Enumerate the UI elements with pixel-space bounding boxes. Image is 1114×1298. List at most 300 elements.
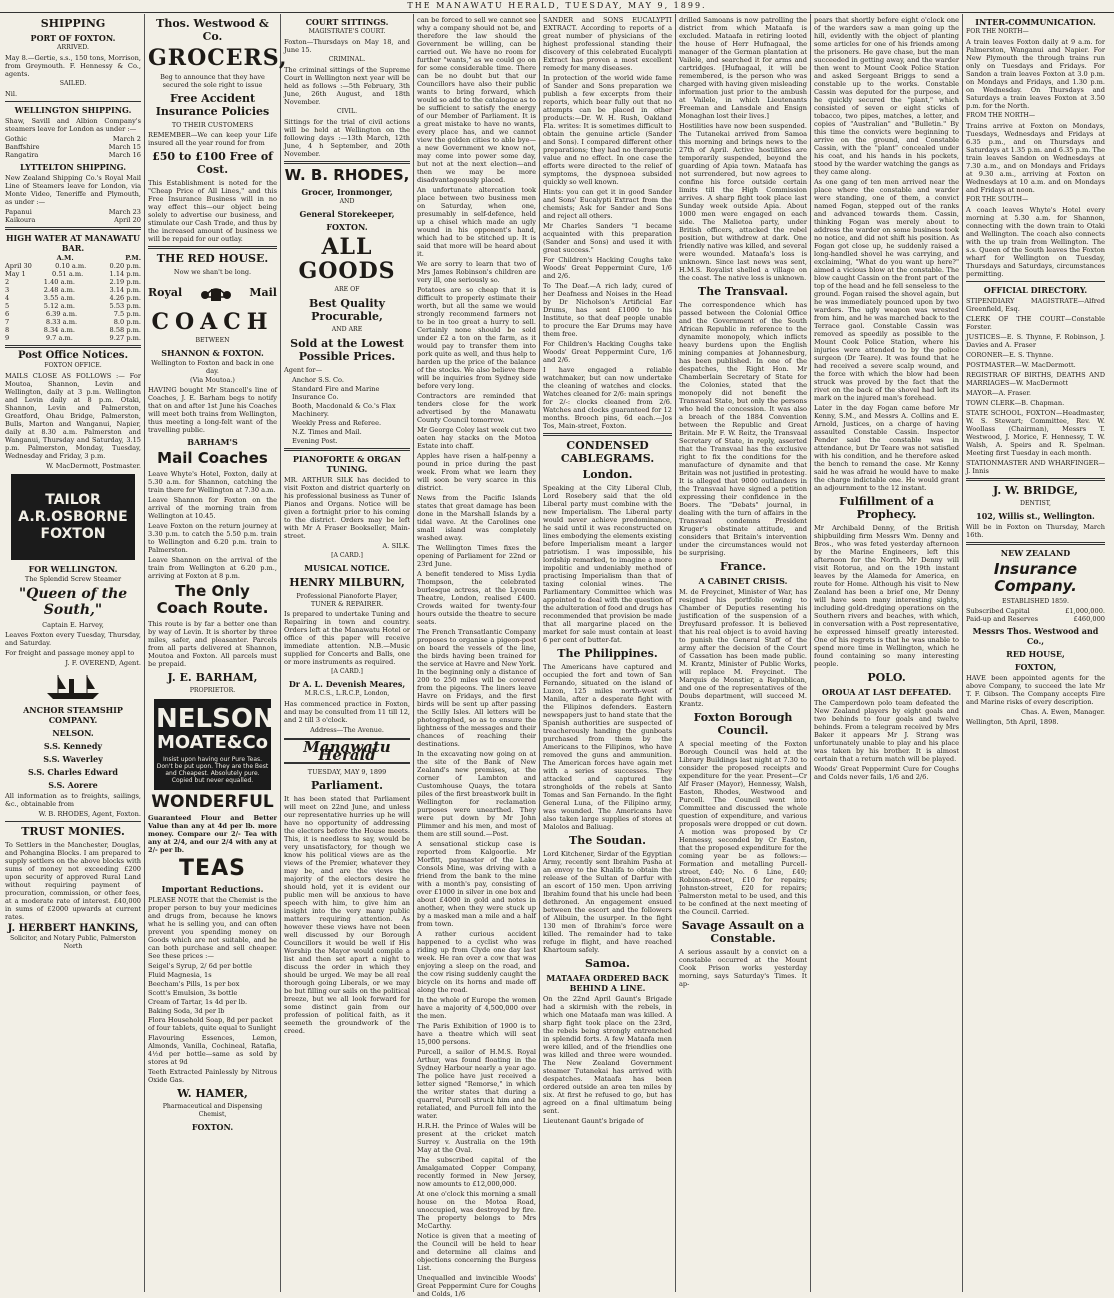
nelson-subtext: Insist upon having our Pure Teas. Don't be put upon. They are the Best and Cheapest. Absolutely pure. Copied but never equalled. bbox=[156, 756, 269, 784]
parliament-heading: Parliament. bbox=[311, 779, 383, 792]
agency-item: Weekly Press and Referee. bbox=[292, 419, 382, 427]
between-label: BETWEEN bbox=[195, 337, 230, 344]
article-paragraph: In protection of the world wide fame of Sander and Sons preparation we publish a few excerpts from their reports, which bear fully out that no attempts can be placed in other products:—Dr. W. H. Rush, Oakland Fla. writes: It is sometimes difficult to obtain the genuine article (Sander and Sons). I compared different other preparations; they had no therapeutic value and no effect. In one case the efforts were directed to the relief of symptoms, the dyspnoea subsided quickly so well known. bbox=[543, 74, 672, 186]
wellington-foxton: Wellington to Foxton and back in one day. bbox=[151, 359, 274, 375]
via-moutoa: (Via Moutoa.) bbox=[190, 376, 235, 384]
hamer-foxton: FOXTON. bbox=[191, 1122, 234, 1132]
schedule-row-cell: March 2 bbox=[112, 135, 141, 143]
article-paragraph: The Paris Exhibition of 1900 is to have a theatre which will seat 15,000 persons. bbox=[417, 1022, 536, 1046]
leave-shannon-2: Leave Shannon on the arrival of the train from Wellington at 6.20 p.m., arriving at Foxton at 8 p.m. bbox=[148, 556, 277, 580]
article-paragraph: drilled Samoans is now patrolling the district from which Mataafa is excluded. Mataafa in retiring looted the house of Herr Hufnagaal, the manager of the German plantation at Vailele, and searched it for arms and cartridges. [Hufnagaal, it will be remembered, is the person who was charged with having given misleading information just prior to the ambush at Vailele, in which Lieutenants Freeman and Lansdale and Ensign Monaghan lost their lives.] bbox=[679, 16, 807, 120]
article-paragraph: Apples have risen a half-penny a pound in price during the past week. From what we learn they will soon be very scarce in this district. bbox=[417, 452, 536, 492]
article-paragraph: Hostilities have now been suspended. The Tutanekai arrived from Samoa this morning and brings news to the 27th of April. Active hostilities are temporarily suspended, beyond the guarding of Apia town. Mataafa has not surrendered, but now agrees to confine his force outside certain limits till the High Commission arrives. A sharp fight took place last Sunday week outside Apia. About 1000 men were engaged on each side. The Malietoa party, under British officers, attacked the rebel position, but withdrew at dark. One friendly native was killed, and several were wounded. Mataafa's loss is unknown. Since last news was sent, H.M.S. Royalist shelled a village on the coast. The native loss is unknown. bbox=[679, 122, 807, 282]
tide-row-cell: 2.19 p.m. bbox=[109, 278, 141, 286]
milburn-text: Is prepared to undertake Tuning and Repairing in town and country. Orders left at the Manawatu Hotel or office of this paper will receive immediate attention. N.B.—Music supplied for Concerts and Balls, one or more instruments as required. bbox=[284, 610, 410, 666]
civil-text: Sittings for the trial of civil actions will be held at Wellington on the following days :—13th March, 12th June, 4 h September, and 20th November. bbox=[284, 118, 410, 158]
all-goods-heading: ALL GOODS bbox=[298, 234, 396, 284]
schedule-row-cell: March 23 bbox=[108, 208, 141, 216]
tailor-line-2: A.R.OSBORNE bbox=[18, 508, 128, 525]
shipping-heading: SHIPPING bbox=[40, 17, 106, 30]
tide-row bbox=[5, 270, 141, 278]
criminal-text: The criminal sittings of the Supreme Court in Wellington next year will be held as follows :—5th February, 3th June, 26th August, and 18th November. bbox=[284, 66, 410, 106]
mataafa-heading: MATAAFA ORDERED BACK BEHIND A LINE. bbox=[546, 973, 669, 993]
soudan-text: Lord Kitchener, Sirdar of the Egyptian Army, recently sent Ibrahim Pasha at an envoy to the Khalifa to obtain the release of the Sultan of Darfur with an escort of 150 men. Upon arriving Ibrahim found that his uncle had been dethroned. An engagement ensued between the escort and the followers of Alibuin, the usurper. In the fight 130 men of Ibrahim's force were killed. The remainder had to take refuge in flight, and have reached Khartoum safely. bbox=[543, 850, 672, 954]
postmaster-signature: W. MacDermott, Postmaster. bbox=[45, 462, 141, 470]
for-north-label: FOR THE NORTH— bbox=[966, 28, 1029, 35]
barham-name: J. E. BARHAM, bbox=[167, 671, 258, 684]
tide-row-cell: 8.0 p.m. bbox=[113, 318, 141, 326]
having-text: HAVING bought Mr Stancell's line of Coaches, J. E. Barham begs to notify that on and after 1st June his Coaches will meet both trains from Wellington, thus meeting a long-felt want of the travelling public. bbox=[148, 386, 277, 434]
anchor-ship: S.S. Charles Edward bbox=[28, 767, 118, 777]
tide-row-cell: April 30 bbox=[5, 262, 32, 270]
price-item: Seigel's Syrup, 2/ 6d per bottle bbox=[148, 962, 253, 970]
tide-row-cell: 8.34 a.m. bbox=[43, 326, 75, 334]
high-water-heading: HIGH WATER AT MANAWATU BAR. bbox=[5, 233, 141, 253]
price-item: Flora Household Soap, 8d per packet of four tablets, quite equal to Sunlight bbox=[148, 1016, 277, 1032]
lowest-prices: Sold at the Lowest Possible Prices. bbox=[290, 337, 404, 363]
capital-row-cell: Paid-up and Reserves bbox=[966, 615, 1039, 623]
port-heading: PORT OF FOXTON. bbox=[30, 33, 116, 43]
column-footer: Lieutenant Gaunt's brigade of bbox=[543, 1117, 644, 1125]
only-coach-heading: The Only Coach Route. bbox=[156, 582, 269, 617]
agency-item: N.Z. Times and Mail. bbox=[292, 428, 362, 436]
tide-row-cell: 0.20 p.m. bbox=[109, 262, 141, 270]
official-entry: CLERK OF THE COURT—Constable Forster. bbox=[966, 315, 1105, 331]
column-5 bbox=[540, 14, 676, 1292]
article-paragraph: Potatoes are so cheap that it is difficult to properly estimate their worth, but all the same we would strongly recommend farmers not to be in too great a hurry to sell. Certainly none should be sold under £2 a ton on the farm, as it would pay to transfer them into pork quite as well, and thus help to harden up the price of the balance of the stocks. We also believe there will be inquiries from Sydney side before very long. bbox=[417, 286, 536, 390]
article-paragraph: A sensational stickup case is reported from Kalgoorlie. Mr Morfitt, paymaster of the Lake Consols Mine, was driving with a friend from the bank to the mine with a month's pay, consisting of over £1000 in silver in one box and about £4000 in gold and notes in another, when they were stuck up by a masked man a mile and a half from town. bbox=[417, 840, 536, 928]
tide-row-cell: 6.39 a.m. bbox=[45, 310, 78, 318]
best-quality: Best Quality Procurable, bbox=[309, 297, 385, 323]
tide-row bbox=[5, 286, 141, 294]
article-paragraph: As one gang of ten men arrived near the place where the constable and warder were standing, one of them, a convict named Fogan, stepped out of the ranks and advanced towards them. Cassin, thinking Fogan was merely about to address the warder on some business took no notice, and did not shift his position. As Fogan got close up, he suddenly raised a long-handled shovel he was carrying, and exclaiming, "What do you want up here?" aimed a vicious blow at the constable. The blow caught Cassin on the front part of the top of the head and he fell senseless to the ground. Fogan raised the shovel again, but he was immediately pounced upon by two warders. The ugly weapon was wrested from him, and he was marched back to the Terrace gaol. Constable Cassin was removed as speedily as possible to the Mount Cook Police Station, where his injuries were attended to by the police surgeon (Dr Teare). It was found that he had received a severe scalp wound, and the force with which the blow had been struck was proved by the fact that the rivet on the back of the shovel had left its mark on the injured man's forehead. bbox=[814, 178, 959, 402]
teeth-text: Teeth Extracted Painlessly by Nitrous Oxide Gas. bbox=[148, 1068, 277, 1084]
article-paragraph: The subscribed capital of the Amalgamated Copper Company, recently formed in New Jersey, now amounts to £12,000,000. bbox=[417, 1156, 536, 1188]
anchor-ship: NELSON. bbox=[52, 728, 94, 738]
oroua-heading: OROUA AT LAST DEFEATED. bbox=[821, 687, 952, 697]
free-accident-heading: Free Accident Insurance Policies bbox=[155, 92, 270, 118]
royal-crest-icon bbox=[199, 279, 233, 305]
nelson-moate-advert bbox=[154, 699, 275, 790]
cabinet-heading: A CABINET CRISIS. bbox=[698, 576, 788, 586]
schedule-row bbox=[5, 143, 141, 151]
card-label: [A CARD.] bbox=[331, 552, 363, 559]
schedule-row bbox=[5, 151, 141, 159]
official-entry: TOWN CLERK—B. Chapman. bbox=[966, 399, 1065, 407]
nzship-text: New Zealand Shipping Co.'s Royal Mail Line of Steamers leave for London, via Monte Video, Teneriffe and Plymouth, as under :— bbox=[5, 174, 141, 206]
schedule-row-cell: Banffshire bbox=[5, 143, 40, 151]
south-text: A coach leaves Whyte's Hotel every morning at 5.30 a.m. for Shannon, connecting with the down train to Otaki and Wellington. The coach also connects with the up train from Wellington. The s.s. Queen of the South leaves the Foxton wharf for Wellington on Tuesday, Thursdays and Saturdays, circumstances permitting. bbox=[966, 206, 1105, 278]
nelson-line-1: NELSON bbox=[156, 704, 275, 734]
court-heading: COURT SITTINGS. bbox=[305, 17, 389, 27]
article-paragraph: An unfortunate altercation took place between two business men on Saturday, when one, presumably in self-defence, held up a chisel which made an ugly wound in his opponent's hand, which had to be stitched up. It is said that more will be heard about it. bbox=[417, 186, 536, 258]
silk-text: MR. ARTHUR SILK has decided to visit Foxton and district quarterly on his professional business as Tuner of Pianos and Organs. Notice will be given a fortnight prior to his coming to the district. Orders may be left with Mr A Fraser Bookseller, Main-street. bbox=[284, 476, 410, 540]
red-house-heading: THE RED HOUSE. bbox=[156, 252, 269, 265]
now-ready: Now we shan't be long. bbox=[173, 268, 252, 276]
column-footer: Woods' Great Peppermint Cure for Coughs and Colds never fails, 1/6 and 2/6. bbox=[814, 765, 959, 781]
tide-header-row-cell: P.M. bbox=[125, 254, 141, 262]
establishment-text: This Establishment is noted for the "Cheap Price of All Lines," and this Free Insurance Business will in no way effect this—our object being solely to advertise our business, and stimulate our Cash Trade, and thus by the increased amount of business we will be repaid for our outlay. bbox=[148, 179, 277, 243]
wonderful-subtext: Guaranteed Flour and Better Value than any at 4d per lb. more money. Compare our 2/- Tea with any at 2/4, and our 2/4 with any at 2/- per lb. bbox=[148, 814, 277, 854]
for-south-label: FOR THE SOUTH— bbox=[966, 196, 1029, 203]
article-paragraph: At one o'clock this morning a small house on the Motoa Road, unoccupied, was destroyed by fire. The property belongs to Mrs McCarthy. bbox=[417, 1190, 536, 1230]
meares-text: Has commenced practice in Foxton, and may be consulted from 11 till 12, and 2 till 3 o'clock. bbox=[284, 700, 410, 724]
grocers-heading: GROCERS, bbox=[148, 45, 288, 71]
leave-return: Leave Foxton on the return journey at 3.30 p.m. to catch the 5.50 p.m. train to Wellington and 6.20 p.m. train to Palmerston. bbox=[148, 522, 277, 554]
column-3 bbox=[281, 14, 414, 1292]
capital-row-cell: £460,000 bbox=[1073, 615, 1105, 623]
foxton-office: FOXTON OFFICE. bbox=[44, 362, 102, 369]
philippines-text: The Americans have captured and occupied the fort and town of San Fernando, situated on the island of Luzon, 125 miles north-west of Manila, after a desperate fight with the Filipinos defenders. Eastern newspapers just to hand state that the Spanish authorities are suspected of treacherously handing the gunboats purchased from them by the Americans to the Filipinos, who have removed the guns and ammunition. The American forces have again met with a series of successes. They attacked and captured the strongholds of the rebels at Santo Tomas and San Fernando. In the fight General Luna, of the Filipino army, was wounded. The Americans have also taken large supplies of stores at Malolos and Baliuag. bbox=[543, 663, 672, 831]
france-text: M. de Freycinet, Minister of War, has resigned his portfolio owing to Chamber of Deputies resenting his justification of the suspension of a Dreyfusard professor. It is believed that his real object is to avoid having to punish the General Staff of the army after the decision of the Court of Cassation has been made public. M. Krantz, Minister of Public Works, will replace M. Freycinet. The Marquis de Monstier, a Republican, and one of the representatives of the Doubs department, will succeed M. Krantz. bbox=[679, 588, 807, 708]
savage-heading: Savage Assault on a Constable. bbox=[681, 919, 805, 945]
cables-heading: CONDENSED CABLEGRAMS. bbox=[560, 439, 655, 465]
polo-text: The Camperdown polo team defeated the New Zealand players by eight goals and two behinds to four goals and twelve behinds. From a telegram received by Mrs Baker it appears Mr J. Strang was unfortunately unable to play and his place was taken by his brother. It is almost certain that a return match will be played. bbox=[814, 699, 959, 763]
overend-agent: J. F. OVEREND, Agent. bbox=[65, 659, 141, 667]
hankins-name: J. HERBERT HANKINS, bbox=[7, 923, 139, 934]
schedule-row-cell: Rangatira bbox=[5, 151, 39, 159]
agency-item: Standard Fire and Marine Insurance Co. bbox=[292, 385, 380, 401]
grocers-subtext: Beg to announce that they have secured the sole right to issue bbox=[160, 73, 265, 89]
philippines-heading: The Philippines. bbox=[557, 647, 658, 660]
article-paragraph: News from the Pacific Islands states that great damage has been done in the Marshall Islands by a tidal wave. At the Carolines one small island was completely washed away. bbox=[417, 494, 536, 542]
column-footer: Unequalled and invincible Woods' Great Peppermint Cure for Coughs and Colds, 1/6 bbox=[417, 1274, 536, 1298]
sailed-label: SAILED. bbox=[59, 80, 87, 87]
for-wellington-heading: FOR WELLINGTON. bbox=[28, 564, 118, 574]
tide-header-row-cell: A.M. bbox=[56, 254, 74, 262]
mail-coaches-heading: Mail Coaches bbox=[157, 449, 268, 467]
parliament-text: It has been stated that Parliament will meet on 22nd June, and unless our representative hurries up he will have no opportunity of addressing the electors before the House meets. This, it is needless to say, would be very unsatisfactory, for though we know his political views are as the views of the Premier, whatever they may be, and are the views the majority of the electors desire he should hold, yet it is evident our public men will be anxious to have speech with him, to give him an insight into the very many public matters requiring attention. As however these views have not been well discussed by our Borough Councillors it would be well if His Worship the Mayor would compile a list and then set apart a night to discuss the order in which they should be urged. We may be all real thorough going Liberals, or we may be but filling our sails on the political breeze, but we all look forward for some distinct gain from our profession of political faith, as it seemeth the groundwork of the creed. bbox=[284, 795, 410, 1035]
post-office-heading: Post Office Notices. bbox=[17, 350, 129, 361]
tide-row-cell: 9.27 p.m. bbox=[109, 334, 141, 342]
tide-row bbox=[5, 310, 141, 318]
barhams-label: BARHAM'S bbox=[187, 437, 238, 447]
official-entry: POSTMASTER—W. MacDermott. bbox=[966, 361, 1076, 369]
general-storekeeper: General Storekeeper, bbox=[299, 209, 395, 219]
official-entry: STIPENDIARY MAGISTRATE—Alfred Greenfield, Esq. bbox=[966, 297, 1105, 313]
article-paragraph: Purcell, a sailor of H.M.S. Royal Arthur, was found floating in the Sydney Harbour nearly a year ago. The police have just received a letter signed "Remorse," in which the writer states that during a quarrel, Purcell struck him and he retaliated, and Purcell fell into the water. bbox=[417, 1048, 536, 1120]
schedule-row-cell: Gothic bbox=[5, 135, 27, 143]
rhodes-foxton: FOXTON. bbox=[326, 222, 368, 232]
tide-row-cell: 3.55 a.m. bbox=[43, 294, 75, 302]
steamship-icon bbox=[5, 671, 141, 701]
official-entry: REGISTRAR OF BIRTHS, DEATHS AND MARRIAGES—W. MacDermott bbox=[966, 371, 1105, 387]
piano-heading: PIANOFORTE & ORGAN TUNING. bbox=[292, 454, 402, 474]
royal-mail-banner bbox=[148, 277, 277, 307]
bridge-address: 102, Willis st., Wellington. bbox=[976, 511, 1095, 521]
tide-table bbox=[5, 254, 141, 342]
anchor-company-heading: ANCHOR STEAMSHIP COMPANY. bbox=[23, 705, 123, 725]
article-paragraph: In the excavating now going on at the site of the Bank of New Zealand's new premises, at the corner of Lambton and Customhouse Quays, the totara piles of the first breastwork built in Wellington for reclamation purposes were unearthed. They were put down by Mr John Plimmer and his men, and most of them are still sound.—Post. bbox=[417, 750, 536, 838]
prophecy-text: Mr Archibald Denny, of the British shipbuilding firm Messrs Wm. Denny and Bros., who was feted yesterday afternoon by the Marine Engineers, left this afternoon for the North. Mr Denny will visit Rotorua, and on the 19th instant leaves by the Alameda for America, en route for Home. Although his visit to New Zealand has been a brief one, Mr Denny will have seen many interesting sights, including gold-dredging operations on the Southern rivers and beaches, with which, in conversation with a Post representative, he expressed himself greatly interested. One of his regrets is that he was unable to spend more time in Wellington, which he found containing so many interesting people. bbox=[814, 524, 959, 668]
transvaal-text: The correspondence which has passed between the Colonial Office and the Government of the South African Republic in reference to the dynamite monopoly, which inflicts heavy burdens upon the English mining companies at Johannesburg, has been published. In one of the despatches, the Right Hon. Mr Chamberlain Secretary of State for the Colonies, stated that the monopoly did not benefit the Transvaal State, but only the persons who held the concession. It was also a breach of the 1884 Convention between the Republic and Great Britain. Mr F. W. Reitz, the Transvaal Secretary of State, in reply, asserted that the Transvaal has the exclusive right to fix the conditions for the manufacture of dynamite and that Britain was not justified in protesting. It is alleged that 9000 outlanders in the Transvaal have signed a petition expressing their confidence in the Boers. The "Debats" journal, in dealing with the turn of affairs in the Transvaal condemns President Kruger's obstinate attitude, and considers that Britain's intervention under the circumstances would not be surprising. bbox=[679, 301, 807, 557]
article-paragraph: A benefit tendered to Miss Lydia Thompson, the celebrated burlesque actress, at the Lyceum Theatre, London, realised £400. Crowds waited for twenty-four hours outside the theatre to secure seats. bbox=[417, 570, 536, 626]
nzship-schedule bbox=[5, 208, 141, 224]
arrived-text: May 8.—Gertie, s.s., 150 tons, Morrison, from Greymouth. F. Hennessy & Co., agents. bbox=[5, 54, 141, 78]
france-heading: France. bbox=[719, 560, 767, 573]
price-item: Fluid Magnesia, 1s bbox=[148, 971, 212, 979]
tide-header-row bbox=[5, 254, 141, 262]
wonderful-heading: WONDERFUL bbox=[151, 792, 274, 812]
schedule-row-cell: March 15 bbox=[108, 143, 141, 151]
foxton-label: FOXTON, bbox=[1014, 662, 1057, 672]
amount-heading: £50 to £100 Free of Cost. bbox=[152, 150, 273, 176]
tide-row-cell: 8.58 p.m. bbox=[109, 326, 141, 334]
sailed-nil: Nil. bbox=[5, 90, 18, 98]
article-paragraph: For Children's Hacking Coughs take Woods' Great Peppermint Cure, 1/6 and 2/6. bbox=[543, 340, 672, 364]
arrived-label: ARRIVED. bbox=[57, 44, 89, 51]
from-north-label: FROM THE NORTH— bbox=[966, 112, 1036, 119]
criminal-label: CRIMINAL. bbox=[328, 56, 366, 63]
royal-label: Royal bbox=[148, 285, 183, 299]
trust-monies-heading: TRUST MONIES. bbox=[21, 825, 125, 838]
leave-shannon: Leave Shannon for Foxton on the arrival of the morning train from Wellington at 10.45. bbox=[148, 496, 277, 520]
column-2 bbox=[145, 14, 288, 1292]
please-text: PLEASE NOTE that the Chemist is the proper person to buy your medicines and drugs from, because he knows what he is selling you, and can often prevent you spending money on Goods which are not suitable, and he can both purchase and sell cheaper. See these prices :— bbox=[148, 896, 277, 960]
schedule-row-cell: April 20 bbox=[114, 216, 141, 224]
tailor-advert bbox=[11, 474, 135, 560]
remember-text: REMEMBER—We can keep your Life insured all the year round for from bbox=[148, 131, 277, 147]
insurance-heading: Insurance Company. bbox=[993, 560, 1078, 595]
red-house-label: RED HOUSE, bbox=[1006, 649, 1065, 659]
herald-title: Manawatu Herald bbox=[284, 738, 410, 764]
article-paragraph: A rather curious accident happened to a cyclist who was riding up from Clyde one day last week. He ran over a cow that was enjoying a sleep on the road, and the cow rising suddenly caught the bicycle on its horns and made off along the road. bbox=[417, 930, 536, 994]
tide-row-cell: 5 bbox=[5, 302, 10, 310]
tide-row-cell: May 1 bbox=[5, 270, 26, 278]
tailor-line-1: TAILOR bbox=[45, 491, 101, 508]
mails-text: MAILS CLOSE AS FOLLOWS :— For Moutoa, Shannon, Levin and Wellington, daily at 3 p.m. Wellington and Levin daily at 8 p.m. Otaki, Shannon, Levin and Palmerston, Greatford, Ohau Bridge, Palmerston, Bulls, Marton and Wanganui, Napier, daily at 8.30 a.m. Palmerston and Wanganui, Thursday and Saturday, 3.15 p.m. Palmerston, Monday, Tuesday, Wednesday and Friday, 3 p.m. bbox=[5, 372, 141, 460]
shannon-foxton: SHANNON & FOXTON. bbox=[161, 348, 264, 358]
article-paragraph: Hints: you can get it in good Sander and Sons' Eucalypti Extract from the chemists; Ask for Sander and Sons and reject all others. bbox=[543, 188, 672, 220]
queen-of-the-south: "Queen of the South," bbox=[18, 586, 128, 618]
article-paragraph: SANDER and SONS EUCALYPTI EXTRACT. According to reports of a great number of physicians of the highest professional standing their discovery of this celebrated Eucalypti Extract has proven a most excellent remedy for many diseases. bbox=[543, 16, 672, 72]
newspaper-masthead: THE MANAWATU HERALD, TUESDAY, MAY 9, 1899. bbox=[0, 0, 1114, 13]
anchor-text: All information as to freights, sailings, &c., obtainable from bbox=[5, 792, 141, 808]
schedule-row-cell: March 16 bbox=[108, 151, 141, 159]
anchor-ship: S.S. Waverley bbox=[43, 754, 103, 764]
tide-row-cell: 9 bbox=[5, 334, 10, 342]
coach-heading: COACH bbox=[151, 309, 274, 335]
capital-row bbox=[966, 607, 1105, 615]
trust-text: To Settlers in the Manchester, Douglas, and Pohangina Blocks. I am prepared to supply settlers on the above blocks with sums of money not exceeding £200 upon security of approved Rural Land without requiring payment of procuration, commission, or other fees, at a moderate rate of interest. £40,000 in sums of £2000 upwards at current rates. bbox=[5, 841, 141, 921]
official-entry: CORONER—E. S. Thynne. bbox=[966, 351, 1054, 359]
article-paragraph: Later in the day Fogan came before Mr Kenny, S.M., and Messrs A. Collins and E. Arnold, Justices, on a charge of having assaulted Constable Cassin. Inspector Pender said the constable was in attendance, but Dr Teare was not satisfied with his condition, and he therefore asked the bench to remand the case. Mr Kenny said he was afraid he would have to make the charge indictable one. He would grant an adjournment to the 12 instant. bbox=[814, 404, 959, 492]
tide-row-cell: 3.14 p.m. bbox=[109, 286, 141, 294]
route-text: This route is by far a better one than by way of Levin. It is shorter by three miles, safer, and pleasanter. Parcels from all parts delivered at Shannon, Moutoa and Foxton. All parcels must be prepaid. bbox=[148, 620, 277, 668]
samoa-text: On the 22nd April Gaunt's Brigade had a skirmish with the rebels, in which one Mataafa man was killed. A sharp fight took place on the 23rd, the rebels being strongly entrenched in splendid forts. A few Mataafa men were killed, and of the friendlies one was killed and three were wounded. The New Zealand Government steamer Tutanekai has arrived with despatches. Mataafa has been ordered outside an area ten miles by six. At first he refused to go, but has agreed on a final ultimatum being sent. bbox=[543, 995, 672, 1115]
agency-list bbox=[284, 376, 410, 445]
article-paragraph: H.R.H. the Prince of Wales will be present at the cricket match Surrey v. Australia on the 19th May at the Oval. bbox=[417, 1122, 536, 1154]
tide-row-cell: 7 bbox=[5, 318, 10, 326]
wellington-shipping-heading: WELLINGTON SHIPPING. bbox=[14, 105, 132, 115]
captain-name: Captain E. Harvey, bbox=[42, 621, 104, 629]
and-label: AND bbox=[339, 198, 355, 205]
tide-row bbox=[5, 334, 141, 342]
civil-label: CIVIL. bbox=[336, 108, 358, 115]
article-paragraph: Mr Charles Sanders "I became acquainted with this preparation (Sander and Sons) and used it with great success." bbox=[543, 222, 672, 254]
council-text: A special meeting of the Foxton Borough Council was held at the Library Buildings last night at 7.30 to consider the proposed receipts and expenditure for the year. Present—Cr Alf Fraser (Mayor), Hennessy, Walsh, Easton, Rhodes, Westwood and Purcell. The Council went into Committee and discussed the whole question of expenditure, and various proposals were dropped or cut down. A motion was proposed by Cr Hennessy, seconded by Cr Easton, that the proposed expenditure for the coming year be as follows:—Formation and metalling Purcell-street, £40; No. 6 Line, £40; Robinson-street, £10 for repairs; Johnston-street, £20 for repairs; Palmerston metal to be used, and this to be confined at the next meeting of the Council. Carried. bbox=[679, 740, 807, 916]
newspaper-columns bbox=[2, 14, 1112, 1298]
tide-row-cell: 5.53 p.m. bbox=[109, 302, 141, 310]
musical-heading: MUSICAL NOTICE. bbox=[304, 563, 390, 573]
price-item: Baking Soda, 3d per lb bbox=[148, 1007, 225, 1015]
ewen-signature: Chas. A. Ewen, Manager. bbox=[1020, 708, 1105, 716]
article-paragraph: Notice is given that a meeting of the Council will be held to hear and determine all claims and objections concerning the Burgess List. bbox=[417, 1232, 536, 1272]
north-text: A train leaves Foxton daily at 9 a.m. for Palmerston, Wanganui and Napier. For New Plymouth the through trains run only on Tuesdays and Fridays. For Sandon a train leaves Foxton at 3.0 p.m. on Mondays and Fridays, and 1.30 p.m. on Wednesday. On Thursdays and Saturdays a train leaves Foxton at 3.50 p.m. for the North. bbox=[966, 38, 1105, 110]
london-text: Speaking at the City Liberal Club, Lord Rosebery said that the old Liberal party must combine with the new Imperialism. The Liberal party would never achieve predominance, he said until it was reconstructed on lines embodying the elements existing before Imperialism meant a larger patriotism. I was impossible, his lordship remarked, to imagine a more impolitic and undeniably method of practising Imperialism than that of taxing colonial wines. The Parliamentary Committee which was appointed to deal with the question of the adulteration of food and drugs has recommended that provision be made that all margarine placed on the market for sale must contain at least 6 per cent of butter-fat. bbox=[543, 484, 672, 644]
intercommunication-heading: INTER-COMMUNICATION. bbox=[975, 17, 1096, 27]
rhodes-agent: W. B. RHODES, Agent, Foxton. bbox=[38, 810, 141, 818]
article-paragraph: The French Transatlantic Company proposes to organise a pigeon-post on board the vessels of the line, the birds having been trained for the service at Havre and New York. In the beginning only a distance of 200 to 250 miles will be covered from the pigeons. The liners leave Havre on Fridays, and the first birds will be sent up after passing the Scilly Isles. All letters will be photographed, so as to ensure the lightness of the messages and their chances of reaching their destinations. bbox=[417, 628, 536, 748]
agency-item: Evening Post. bbox=[292, 437, 338, 445]
magistrate-label: MAGISTRATE'S COURT. bbox=[308, 28, 386, 35]
tide-row bbox=[5, 318, 141, 326]
tide-row-cell: 1.40 a.m. bbox=[43, 278, 75, 286]
milburn-title: Professional Pianoforte Player, TUNER & REPAIRER. bbox=[296, 592, 398, 608]
tide-row bbox=[5, 262, 141, 270]
tide-row bbox=[5, 278, 141, 286]
meares-address: Address—The Avenue. bbox=[310, 726, 384, 734]
article-paragraph: pears that shortly before eight o'clock one of the warders saw a man going up the hill, evidently with the object of planting some articles for one of his friends among the prisoners. He gave chase, but the man succeeded in getting away, and the warder then went to Mount Cook Police Station and asked Sergeant Briggs to send a constable up to the works. Constable Cassin was deputed for the purpose, and he quickly secured the "plant," which consisted of seven or eight sticks of tobacco, two pipes, matches, a letter, and copies of "Australian" and "Bulletin." By this time the convicts were beginning to arrive on the ground, and Constable Cassin, with the "plant" concealed under his coat, and his hands in his pockets, stood by the warder watching the gangs as they came along. bbox=[814, 16, 959, 176]
tide-row-cell: 0.10 a.m. bbox=[55, 262, 87, 270]
are-of-label: ARE OF bbox=[334, 286, 360, 293]
capital-row-cell: £1,000,000. bbox=[1065, 607, 1105, 615]
important-heading: Important Reductions. bbox=[161, 884, 264, 894]
from-north-text: Trains arrive at Foxton on Mondays, Tuesdays, Wednesdays and Fridays at 6.35 p.m., and on Thursdays and Saturdays at 1.35 p.m. and 6.35 p.m. The train leaves Sandon on Wednesdays at 7.30 a.m., and on Mondays and Fridays at 9.30 a.m., arriving at Foxton on Wednesdays at 10 a.m. and on Mondays and Fridays at noon. bbox=[966, 122, 1105, 194]
anchor-ship-list bbox=[5, 728, 141, 790]
shaw-text: Shaw, Savill and Albion Company's steamers leave for London as under :— bbox=[5, 117, 141, 133]
messrs-name: Messrs Thos. Westwood and Co., bbox=[972, 626, 1099, 646]
official-list bbox=[966, 297, 1105, 475]
herald-date: TUESDAY, MAY 9, 1899 bbox=[307, 768, 387, 776]
tide-row-cell: 8.33 a.m. bbox=[45, 318, 78, 326]
rhodes-subheading: Grocer, Ironmonger, bbox=[301, 187, 393, 197]
column-7 bbox=[811, 14, 963, 1292]
tide-row-cell: 8 bbox=[5, 326, 10, 334]
rhodes-heading: W. B. RHODES, bbox=[284, 166, 410, 184]
teas-heading: TEAS bbox=[179, 856, 246, 881]
meares-title: M.R.C.S., L.R.C.P., London, bbox=[304, 690, 390, 697]
article-paragraph: For Children's Hacking Coughs take Woods' Great Peppermint Cure, 1/6 and 2/6. bbox=[543, 256, 672, 280]
column-4 bbox=[414, 14, 540, 1298]
leaves-text: Leaves Foxton every Tuesday, Thursday, and Saturday. bbox=[5, 631, 141, 647]
tide-row-cell: 4 bbox=[5, 294, 10, 302]
agency-item: Anchor S.S. Co. bbox=[292, 376, 345, 384]
splendid-steamer: The Splendid Screw Steamer bbox=[24, 575, 122, 583]
tide-row bbox=[5, 294, 141, 302]
westwood-heading: Thos. Westwood & Co. bbox=[156, 17, 269, 43]
schedule-row-cell: Kaikoura bbox=[5, 216, 36, 224]
tide-row-cell: 1.14 p.m. bbox=[109, 270, 141, 278]
tide-row-cell: 3 bbox=[5, 286, 10, 294]
samoa-heading: Samoa. bbox=[584, 957, 630, 970]
price-list bbox=[148, 962, 277, 1032]
tide-row-cell: 7.5 p.m. bbox=[113, 310, 141, 318]
tide-row-cell: 5.12 a.m. bbox=[43, 302, 75, 310]
agency-item: Booth, Macdonald & Co.'s Flax Machinery. bbox=[292, 402, 396, 418]
meares-name: Dr A. L. Devenish Meares, bbox=[288, 679, 406, 689]
appointed-text: HAVE been appointed agents for the above Company, to succeed the late Mr T. F. Gibson. The Company accepts Fire and Marine risks of every description. bbox=[966, 674, 1105, 706]
tide-row-cell: 0.51 a.m. bbox=[52, 270, 84, 278]
official-entry: JUSTICES—E. S. Thynne, F. Robinson, J. Davies and A. Fraser bbox=[966, 333, 1105, 349]
official-entry: MAYOR—A. Fraser. bbox=[966, 389, 1031, 397]
anchor-ship: S.S. Aorere bbox=[48, 780, 98, 790]
transvaal-heading: The Transvaal. bbox=[697, 285, 789, 298]
bridge-name: J. W. BRIDGE, bbox=[992, 484, 1079, 497]
hankins-title: Solicitor, and Notary Public, Palmerston North bbox=[9, 935, 136, 950]
lyttelton-heading: LYTTELTON SHIPPING. bbox=[19, 162, 127, 172]
freight-text: For freight and passage money appl to bbox=[5, 649, 135, 657]
price-item: Cream of Tartar, 1s 4d per lb. bbox=[148, 998, 248, 1006]
nz-heading: NEW ZEALAND bbox=[1000, 548, 1071, 558]
soudan-heading: The Soudan. bbox=[569, 834, 646, 847]
hamer-title: Pharmaceutical and Dispensing Chemist, bbox=[162, 1103, 263, 1118]
official-directory-heading: OFFICIAL DIRECTORY. bbox=[983, 285, 1088, 295]
established-label: ESTABLISHED 1859. bbox=[1002, 598, 1069, 605]
bridge-text: Will be in Foxton on Thursday, March 16th. bbox=[966, 523, 1105, 539]
tide-row-cell: 2.48 a.m. bbox=[43, 286, 75, 294]
official-entry: STATE SCHOOL, FOXTON—Headmaster, W. S. Stewart; Committee, Rev. W. Woollass (Chairman), Messrs T. Westwood, J. Morice, F. Hennessy, T. W. Walsh, A. Speirs and R. Spelman. Meeting first Tuesday in each month. bbox=[966, 409, 1105, 457]
article-paragraph: We are sorry to learn that two of Mrs James Robinson's children are very ill, one seriously so. bbox=[417, 260, 536, 284]
to-customers: TO THEIR CUSTOMERS bbox=[171, 121, 254, 129]
tide-row-cell: 4.26 p.m. bbox=[109, 294, 141, 302]
article-paragraph: To The Deaf.—A rich lady, cured of her Deafness and Noises in the Head by Dr Nicholson's Artificial Ear Drums, has sent £1000 to his Institute, so that deaf people unable to procure the Ear Drums may have them free. bbox=[543, 282, 672, 338]
and-are-label: AND ARE bbox=[331, 326, 363, 333]
tide-row bbox=[5, 326, 141, 334]
mail-label: Mail bbox=[249, 285, 277, 299]
column-8 bbox=[963, 14, 1108, 1292]
tide-row bbox=[5, 302, 141, 310]
capital-row-cell: Subscribed Capital bbox=[966, 607, 1030, 615]
anchor-ship: S.S. Kennedy bbox=[43, 741, 103, 751]
article-paragraph: The Wellington Times fixes the opening of Parliament for 22nd or 23rd June. bbox=[417, 544, 536, 568]
tide-row-cell: 2 bbox=[5, 278, 10, 286]
council-heading: Foxton Borough Council. bbox=[693, 711, 793, 737]
schedule-row-cell: Papanui bbox=[5, 208, 32, 216]
proprietor-label: PROPRIETOR. bbox=[189, 687, 236, 694]
agent-for-label: Agent for— bbox=[284, 366, 323, 374]
polo-heading: POLO. bbox=[867, 671, 906, 684]
capital-table bbox=[966, 607, 1105, 623]
hamer-name: W. HAMER, bbox=[177, 1087, 248, 1100]
leave-whytes: Leave Whyte's Hotel, Foxton, daily at 5.30 a.m. for Shannon, catching the train there for Wellington at 7.30 a.m. bbox=[148, 470, 277, 494]
capital-row bbox=[966, 615, 1105, 623]
tailor-line-3: FOXTON bbox=[40, 525, 106, 542]
column-6 bbox=[676, 14, 811, 1292]
milburn-name: HENRY MILBURN, bbox=[289, 576, 405, 589]
prophecy-heading: Fulfillment of a Prophecy. bbox=[839, 495, 934, 521]
price-item: Beecham's Pills, 1s per box bbox=[148, 980, 240, 988]
schedule-row bbox=[5, 216, 141, 224]
article-paragraph: Contractors are reminded that tenders close for the work advertised by the Manawatu County Council tomorrow. bbox=[417, 392, 536, 424]
column-1 bbox=[2, 14, 145, 1292]
article-paragraph: can be forced to sell we cannot see why a company should not be, and therefore the law should the Government be willing, can be carried out. We have no room for further "wants," as we could go on for some considerable time. There can be no doubt but that our Councillors have also their public wants to bring forward, which would so add to the catalogue as to be sufficient to satisfy the energy of our Member of Parliament. It is a great mistake to have no wants, every place has, and we cannot view the golden cities to able bye—a new Government we know not, may come into power some day, but not at the next election—and then we may be more disadvantageously placed. bbox=[417, 16, 536, 184]
article-paragraph: Mr George Coley last week cut two oaten hay stacks on the Motoa Estate into chaff. bbox=[417, 426, 536, 450]
tide-row-cell: 6 bbox=[5, 310, 10, 318]
silk-signature: A. SILK. bbox=[382, 542, 410, 550]
schedule-row bbox=[5, 208, 141, 216]
london-heading: London. bbox=[582, 468, 633, 481]
card-label-2: [A CARD.] bbox=[331, 668, 363, 675]
dentist-label: DENTIST, bbox=[1020, 500, 1051, 507]
savage-text: A serious assault by a convict on a constable occurred at the Mount Cook Prison works yesterday morning, says Saturday's Times. It ap- bbox=[679, 948, 807, 988]
shaw-schedule bbox=[5, 135, 141, 159]
ewen-date: Wellington, 5th April, 1898. bbox=[966, 718, 1059, 726]
article-paragraph: I have engaged a reliable watchmaker, but can now undertake the cleaning of watches and clocks. Watches cleaned for 2/6: main springs for 2/-: clocks cleaned from 2/6. Watches and clocks guaranteed for 12 months. Brooch pins, 6d each.—Jos Tos, Main-street, Foxton. bbox=[543, 366, 672, 430]
article-paragraph: In the whole of Europe the women have a majority of 4,500,000 over the men. bbox=[417, 996, 536, 1020]
nelson-line-2: MOATE&Co bbox=[156, 732, 269, 753]
price-item: Scott's Emulsion, 3s bottle bbox=[148, 989, 238, 997]
